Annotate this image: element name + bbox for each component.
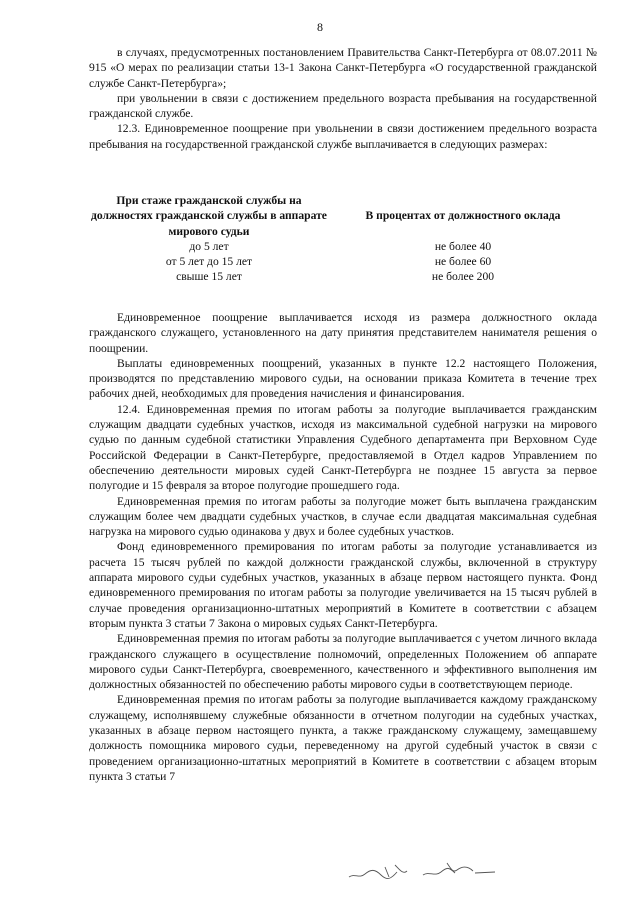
paragraph: Фонд единовременного премирования по итогам работы за полугодие устанавливается из расчета 15 тысяч рублей по каждой должности гражданской службы, включенной в структуру аппарата мирового судьи судебных участков, указанных в абзаце первом настоящего пункта. Фонд единовременного премирования по итогам работы за полугодие увеличивается на 15 тысяч рублей в случае проведения организационно-штатных мероприятий в Комитете в соответствии с абзацем вторым пункта 3 статьи 7 Закона о мировых судьях Санкт-Петербурга.: [89, 540, 597, 630]
text-block-top: [89, 45, 597, 152]
handwritten-signature: [345, 855, 515, 885]
paragraph: 12.4. Единовременная премия по итогам работы за полугодие выплачивается гражданским служащим двадцати судебных участков, исходя из максимальной судебной нагрузки на мирового судью по данным судебной статистики Управления Судебного департамента при Верховном Суде Российской Федерации в Санкт-Петербурге, предоставляемой в Отдел кадров Управлением по обеспечению деятельности мировых судей Санкт-Петербурга не позднее 15 августа за первое полугодие и 15 февраля за второе полугодие прошедшего года.: [89, 402, 597, 493]
table-row: [89, 239, 597, 254]
paragraph: при увольнении в связи с достижением предельного возраста пребывания на государственной гражданской службе.: [89, 91, 597, 121]
table-header-row: [89, 193, 597, 239]
paragraph: в случаях, предусмотренных постановлением Правительства Санкт-Петербурга от 08.07.2011 № 915 «О мерах по реализации статьи 13-1 Закона Санкт-Петербурга «О государственной гражданской службе Санкт-Петербурга»;: [89, 46, 597, 90]
paragraph: Единовременная премия по итогам работы за полугодие выплачивается каждому гражданскому служащему, исполнявшему служебные обязанности в отчетном полугодии на судебных участках, указанных в абзаце первом настоящего пункта, а также гражданскому служащему, замещавшему должность помощника мирового судьи, переведенному на другой судебный участок в связи с проведением организационно-штатных мероприятий в Комитете в соответствии с абзацем вторым пункта 3 статьи 7: [89, 693, 597, 783]
table-row: [89, 269, 597, 284]
bonus-table: [89, 193, 597, 285]
paragraph: Выплаты единовременных поощрений, указанных в пункте 12.2 настоящего Положения, производятся по представлению мирового судьи, на основании приказа Комитета в течение трех рабочих дней, необходимых для проведения начисления и финансирования.: [89, 356, 597, 401]
paragraph: Единовременное поощрение выплачивается исходя из размера должностного оклада гражданского служащего, установленного на дату принятия представителем нанимателя решения о поощрении.: [89, 311, 597, 355]
text-block-bottom: [89, 310, 597, 784]
table-header-amount: В процентах от должностного оклада: [365, 209, 561, 222]
table-cell-amount: не более 60: [434, 255, 492, 269]
table-cell-term: свыше 15 лет: [176, 270, 242, 284]
table-cell-amount: не более 200: [431, 270, 495, 284]
paragraph: Единовременная премия по итогам работы за полугодие может быть выплачена гражданским служащим более чем двадцати судебных участков, в случае если двадцатая максимальная судебная нагрузка на мирового судью одинакова у двух и более судебных участков.: [89, 494, 597, 539]
table-cell-term: до 5 лет: [189, 239, 229, 253]
table-cell-amount: не более 40: [434, 239, 492, 253]
paragraph: 12.3. Единовременное поощрение при увольнении в связи достижением предельного возраста пребывания на государственной гражданской службе выплачивается в следующих размерах:: [89, 122, 597, 151]
paragraph: Единовременная премия по итогам работы за полугодие выплачивается с учетом личного вклада гражданского служащего в осуществление полномочий, определенных Положением об аппарате мирового судьи Санкт-Петербурга, своевременного, качественного и эффективного выполнения им должностных обязанностей по обеспечению работы мирового судьи в соответствующем периоде.: [89, 632, 597, 692]
page-number: 8: [317, 20, 323, 34]
table-row: [89, 254, 597, 269]
table-cell-term: от 5 лет до 15 лет: [165, 255, 253, 269]
table-header-term: При стаже гражданской службы на должностях гражданской службы в аппарате мирового судьи: [91, 194, 327, 238]
